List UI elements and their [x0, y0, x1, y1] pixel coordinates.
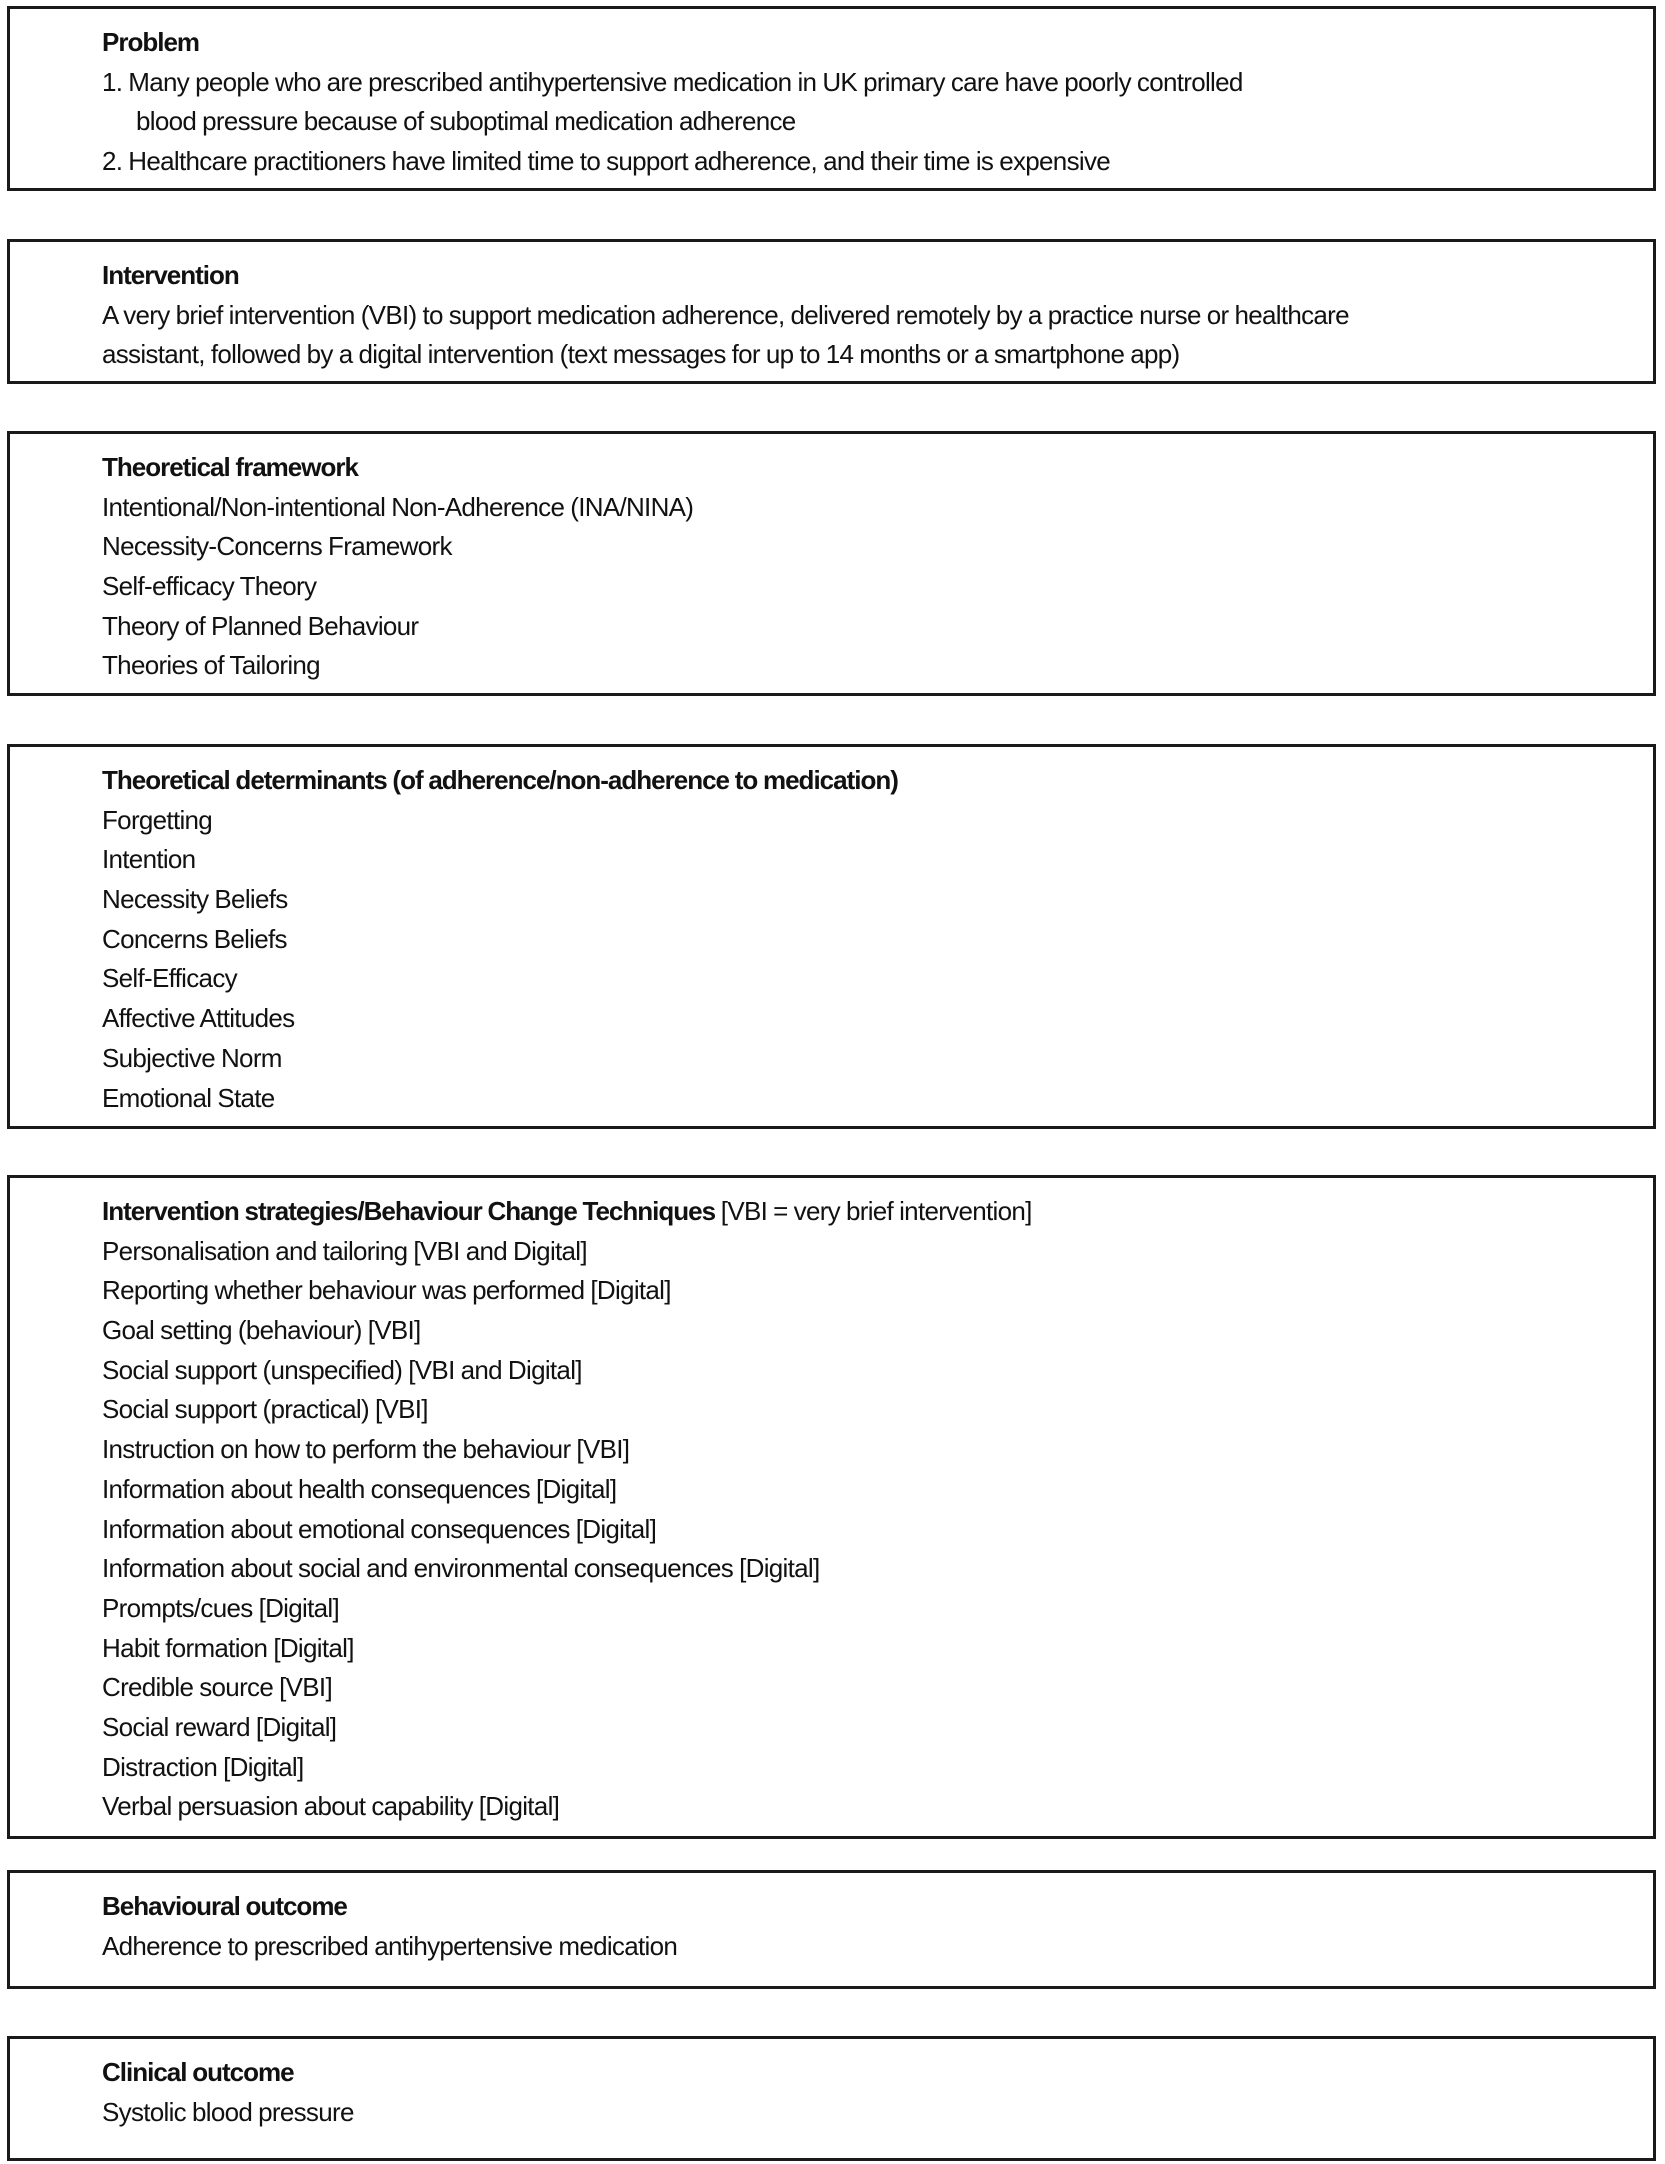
behavioural-outcome-item: Adherence to prescribed antihypertensive medication: [102, 1930, 678, 1961]
theoretical-determinants-content: [102, 761, 1633, 1118]
determinant-item: Self-Efficacy: [102, 963, 237, 994]
intervention-line-2: assistant, followed by a digital intervention (text messages for up to 14 months or a smartphone app): [102, 339, 1180, 370]
framework-item: Theories of Tailoring: [102, 650, 320, 681]
determinant-item: Concerns Beliefs: [102, 923, 287, 954]
framework-item: Self-efficacy Theory: [102, 571, 317, 602]
theoretical-framework-box: [7, 431, 1656, 696]
strategy-item: Instruction on how to perform the behaviour [VBI]: [102, 1434, 630, 1465]
intervention-title: Intervention: [102, 260, 239, 290]
framework-item: Intentional/Non-intentional Non-Adherence (INA/NINA): [102, 491, 694, 522]
intervention-strategies-title: [102, 1192, 1633, 1232]
problem-title: Problem: [102, 27, 200, 57]
behavioural-outcome-box: [7, 1870, 1656, 1989]
determinant-item: Subjective Norm: [102, 1042, 282, 1073]
intervention-strategies-content: [102, 1192, 1633, 1827]
theoretical-framework-content: [102, 448, 1633, 686]
strategy-item: Reporting whether behaviour was performed [Digital]: [102, 1275, 671, 1306]
strategy-item: Social support (unspecified) [VBI and Digital]: [102, 1354, 582, 1385]
strategy-item: Personalisation and tailoring [VBI and Digital]: [102, 1235, 587, 1266]
determinant-item: Emotional State: [102, 1082, 275, 1113]
framework-item: Necessity-Concerns Framework: [102, 531, 452, 562]
strategy-item: Habit formation [Digital]: [102, 1632, 354, 1663]
strategy-item: Information about health consequences [Digital]: [102, 1473, 617, 1504]
strategy-item: Information about social and environmental consequences [Digital]: [102, 1553, 820, 1584]
problem-item-1-line-1: 1. Many people who are prescribed antihypertensive medication in UK primary care have poorly controlled: [102, 66, 1243, 97]
determinant-item: Necessity Beliefs: [102, 884, 288, 915]
strategy-item: Distraction [Digital]: [102, 1751, 304, 1782]
problem-item-2: 2. Healthcare practitioners have limited time to support adherence, and their time is expensive: [102, 146, 1111, 177]
problem-item-1-line-2: blood pressure because of suboptimal medication adherence: [136, 106, 796, 137]
intervention-strategies-box: [7, 1175, 1656, 1839]
strategy-item: Verbal persuasion about capability [Digital]: [102, 1791, 560, 1822]
clinical-outcome-content: [102, 2053, 1633, 2132]
behavioural-outcome-title: Behavioural outcome: [102, 1891, 347, 1921]
determinant-item: Forgetting: [102, 804, 213, 835]
intervention-strategies-title-note: [VBI = very brief intervention]: [720, 1196, 1032, 1226]
strategy-item: Social reward [Digital]: [102, 1711, 337, 1742]
strategy-item: Information about emotional consequences [Digital]: [102, 1513, 657, 1544]
theoretical-determinants-title: Theoretical determinants (of adherence/non-adherence to medication): [102, 765, 898, 795]
strategy-item: Credible source [VBI]: [102, 1672, 332, 1703]
theoretical-determinants-box: [7, 744, 1656, 1129]
strategy-item: Goal setting (behaviour) [VBI]: [102, 1315, 421, 1346]
determinant-item: Affective Attitudes: [102, 1003, 295, 1034]
theoretical-framework-title: Theoretical framework: [102, 452, 358, 482]
problem-box: [7, 6, 1656, 191]
clinical-outcome-item: Systolic blood pressure: [102, 2096, 354, 2127]
intervention-box: [7, 239, 1656, 384]
framework-item: Theory of Planned Behaviour: [102, 610, 419, 641]
clinical-outcome-box: [7, 2036, 1656, 2161]
problem-content: [102, 23, 1633, 182]
strategy-item: Prompts/cues [Digital]: [102, 1592, 339, 1623]
determinant-item: Intention: [102, 844, 196, 875]
intervention-content: [102, 256, 1633, 375]
strategy-item: Social support (practical) [VBI]: [102, 1394, 428, 1425]
behavioural-outcome-content: [102, 1887, 1633, 1966]
intervention-strategies-title-text: Intervention strategies/Behaviour Change Techniques: [102, 1196, 716, 1226]
clinical-outcome-title: Clinical outcome: [102, 2057, 294, 2087]
intervention-line-1: A very brief intervention (VBI) to support medication adherence, delivered remotely by a practice nurse or healthcare: [102, 299, 1349, 330]
